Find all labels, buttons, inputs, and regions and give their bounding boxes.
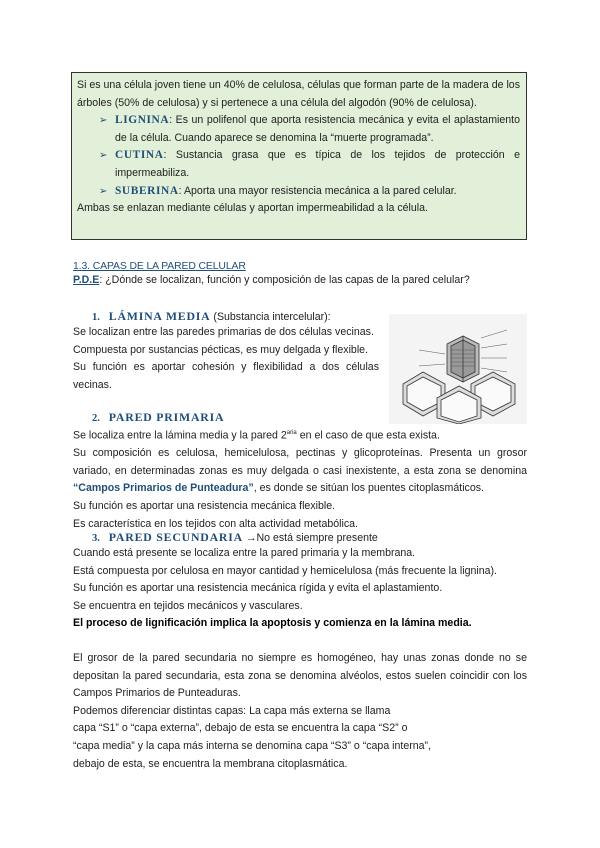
term-suberina: SUBERINA <box>115 184 179 197</box>
pde-question: : ¿Dónde se localizan, función y composición de las capas de la pared celular? <box>99 274 470 286</box>
lamina-line: Se localizan entre las paredes primarias de dos células vecinas. <box>73 326 374 338</box>
secundaria-line: Cuando está presente se localiza entre la pared primaria y la membrana. <box>73 547 416 559</box>
heading-subtitle: (Substancia intercelular): <box>210 311 331 323</box>
primaria-line-3: Su función es aportar una resistencia mecánica flexible. <box>73 499 336 512</box>
final-text <box>73 650 527 773</box>
primaria-sup: aria <box>286 430 297 436</box>
section-title: 1.3. CAPAS DE LA PARED CELULAR <box>73 261 246 272</box>
arrow-bullet-icon: ➢ <box>99 115 108 127</box>
secundaria-line: Está compuesta por celulosa en mayor cantidad y hemicelulosa (más frecuente la lignina). <box>73 564 497 577</box>
info-box <box>71 72 527 240</box>
term-lignina: LIGNINA <box>115 114 170 127</box>
lamina-line: Compuesta por sustancias pécticas, es muy delgada y flexible. <box>73 343 369 356</box>
primaria-line-2-a: Su composición es celulosa, hemicelulosa, pectinas y glicoproteínas. Presenta un grosor variado, en determinadas zonas es muy delgada o casi inexistente, a esta zona se denomina <box>73 447 527 477</box>
box-intro: Si es una célula joven tiene un 40% de celulosa, células que forman parte de la madera de los árboles (50% de celulosa) y si pertenece a una célula del algodón (90% de celulosa). <box>77 79 520 109</box>
term-cutina: CUTINA <box>115 149 164 162</box>
heading-title: LÁMINA MEDIA <box>108 309 211 323</box>
term-suberina-text: : Aporta una mayor resistencia mecánica a la pared celular. <box>178 184 457 197</box>
lamina-text <box>73 324 379 394</box>
secundaria-text <box>73 545 527 633</box>
cell-wall-illustration <box>389 314 527 424</box>
box-closing: Ambas se enlazan mediante células y aportan impermeabilidad a la célula. <box>77 202 428 215</box>
final-line: capa “S1” o “capa externa”, debajo de esta se encuentra la capa “S2” o <box>73 722 408 735</box>
term-lignina-text: : Es un polifenol que aporta resistencia mecánica y evita el aplastamiento de la célula. Cuando aparece se denomina la “muerte programada”. <box>115 114 520 144</box>
heading-title: PARED PRIMARIA <box>108 410 225 424</box>
heading-note: →No está siempre presente <box>242 532 378 544</box>
heading-number: 3. <box>92 533 100 544</box>
primaria-text <box>73 425 527 533</box>
final-line: debajo de esta, se encuentra la membrana citoplasmática. <box>73 757 348 770</box>
heading-title: PARED SECUNDARIA <box>108 530 243 544</box>
term-cutina-text: : Sustancia grasa que es típica de los tejidos de protección e impermeabiliza. <box>115 149 520 179</box>
primaria-line-1-a: Se localiza entre la lámina media y la pared 2 <box>73 429 287 442</box>
lamina-line: Su función es aportar cohesión y flexibilidad a dos células vecinas. <box>73 361 379 391</box>
pde-label: P.D.E <box>73 274 100 286</box>
heading-number: 2. <box>92 413 100 424</box>
final-line: “capa media” y la capa más interna se denomina capa “S3” o “capa interna”, <box>73 739 432 752</box>
primaria-line-4: Es característica en los tejidos con alta actividad metabólica. <box>73 517 358 530</box>
box-item-lignina <box>77 112 520 147</box>
box-item-cutina <box>77 147 520 182</box>
primaria-bold-term: “Campos Primarios de Punteadura” <box>73 482 254 495</box>
primaria-line-1 <box>73 425 527 445</box>
secundaria-line: Se encuentra en tejidos mecánicos y vasculares. <box>73 599 303 612</box>
secundaria-bold-line: El proceso de lignificación implica la apoptosis y comienza en la lámina media. <box>73 617 472 630</box>
pde-line <box>73 272 533 290</box>
box-item-suberina <box>77 183 520 201</box>
arrow-bullet-icon: ➢ <box>99 150 108 162</box>
arrow-bullet-icon: ➢ <box>99 185 108 197</box>
primaria-line-2 <box>73 445 527 498</box>
heading-number: 1. <box>92 312 100 323</box>
final-line: Podemos diferenciar distintas capas: La capa más externa se llama <box>73 704 391 717</box>
final-paragraph: El grosor de la pared secundaria no siempre es homogéneo, hay unas zonas donde no se depositan la pared secundaria, esta zona se denomina alvéolos, estos suelen coincidir con los Campos Primarios de Punteaduras. <box>73 652 527 700</box>
primaria-line-1-b: en el caso de que esta exista. <box>296 429 440 442</box>
secundaria-line: Su función es aportar una resistencia mecánica rígida y evita el aplastamiento. <box>73 582 443 595</box>
primaria-line-2-end: , es donde se sitúan los puentes citoplasmáticos. <box>253 482 484 495</box>
